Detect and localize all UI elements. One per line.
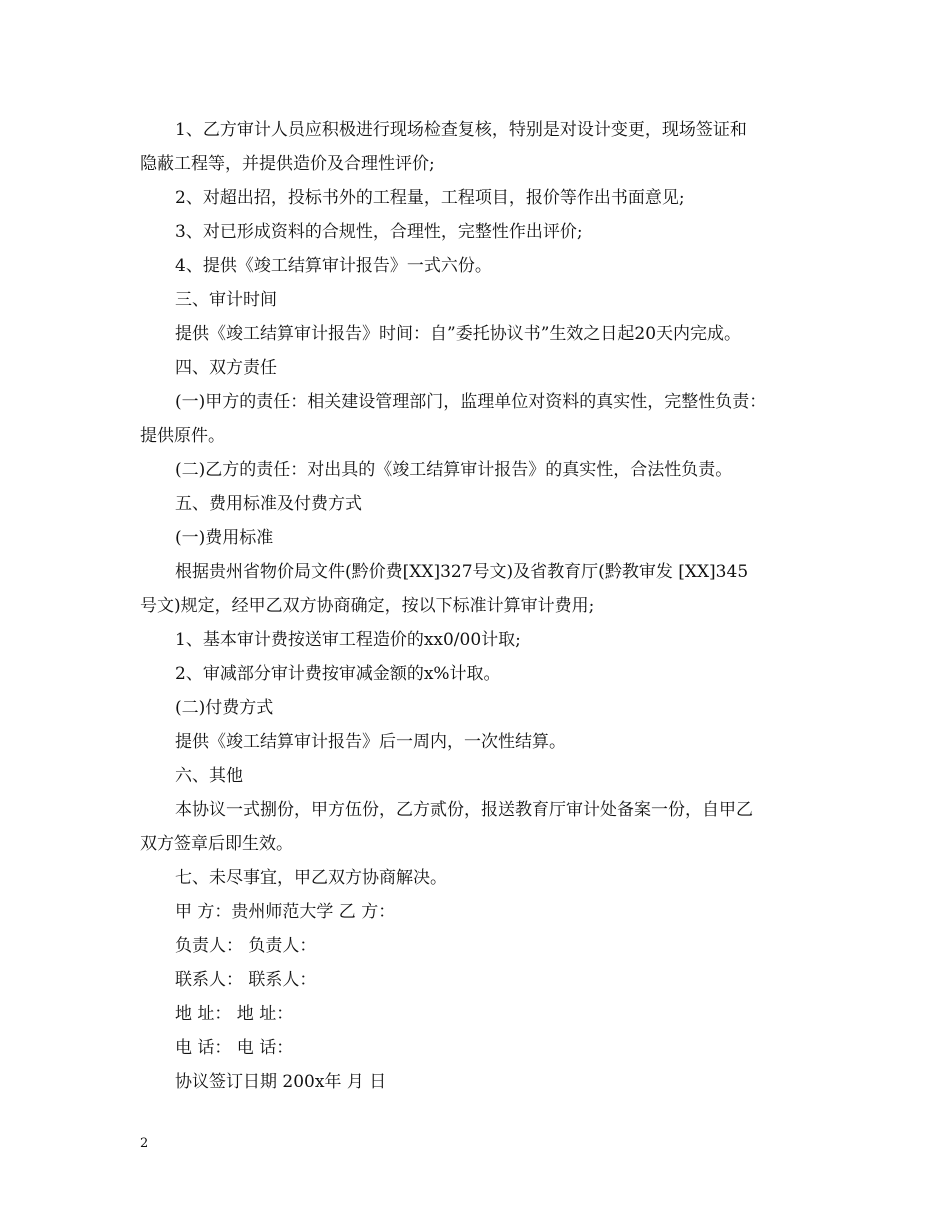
- text-line: 负责人： 负责人：: [175, 936, 317, 956]
- text-line: 五、费用标准及付费方式: [175, 494, 362, 514]
- text-line: 2、对超出招，投标书外的工程量，工程项目，报价等作出书面意见;: [175, 188, 685, 208]
- text-line: 双方签章后即生效。: [140, 834, 293, 854]
- text-line: 提供原件。: [140, 426, 225, 446]
- text-line: (二)付费方式: [175, 698, 274, 718]
- text-line: 2、审减部分审计费按审减金额的x%计取。: [175, 664, 501, 684]
- text-line: 提供《竣工结算审计报告》时间：自”委托协议书”生效之日起20天内完成。: [175, 324, 742, 344]
- text-line: 3、对已形成资料的合规性，合理性，完整性作出评价;: [175, 222, 583, 242]
- text-line: (一)费用标准: [175, 528, 274, 548]
- text-line: 根据贵州省物价局文件(黔价费[XX]327号文)及省教育厅(黔教审发 [XX]345: [175, 562, 749, 582]
- text-line: 电 话： 电 话：: [175, 1038, 294, 1058]
- text-line: 联系人： 联系人：: [175, 970, 317, 990]
- text-line: (一)甲方的责任：相关建设管理部门，监理单位对资料的真实性，完整性负责：: [175, 392, 767, 412]
- text-line: 七、未尽事宜，甲乙双方协商解决。: [175, 868, 447, 888]
- text-line: 4、提供《竣工结算审计报告》一式六份。: [175, 256, 492, 276]
- text-line: 提供《竣工结算审计报告》后一周内，一次性结算。: [175, 732, 566, 752]
- text-line: 本协议一式捌份，甲方伍份，乙方贰份，报送教育厅审计处备案一份，自甲乙: [175, 800, 753, 820]
- text-line: 1、基本审计费按送审工程造价的xx0/00计取;: [175, 630, 521, 650]
- document-body: [140, 113, 820, 1099]
- text-line: 甲 方：贵州师范大学 乙 方：: [175, 902, 396, 922]
- text-line: 协议签订日期 200x年 月 日: [175, 1072, 387, 1092]
- text-line: 三、审计时间: [175, 290, 277, 310]
- text-line: 四、双方责任: [175, 358, 277, 378]
- page-number: 2: [140, 1136, 149, 1151]
- text-line: 号文)规定，经甲乙双方协商确定，按以下标准计算审计费用;: [140, 596, 595, 616]
- text-line: 地 址： 地 址：: [175, 1004, 294, 1024]
- text-line: 六、其他: [175, 766, 243, 786]
- text-line: 隐蔽工程等，并提供造价及合理性评价;: [140, 154, 435, 174]
- text-line: (二)乙方的责任：对出具的《竣工结算审计报告》的真实性，合法性负责。: [175, 460, 733, 480]
- text-line: 1、乙方审计人员应积极进行现场检查复核，特别是对设计变更，现场签证和: [175, 120, 747, 140]
